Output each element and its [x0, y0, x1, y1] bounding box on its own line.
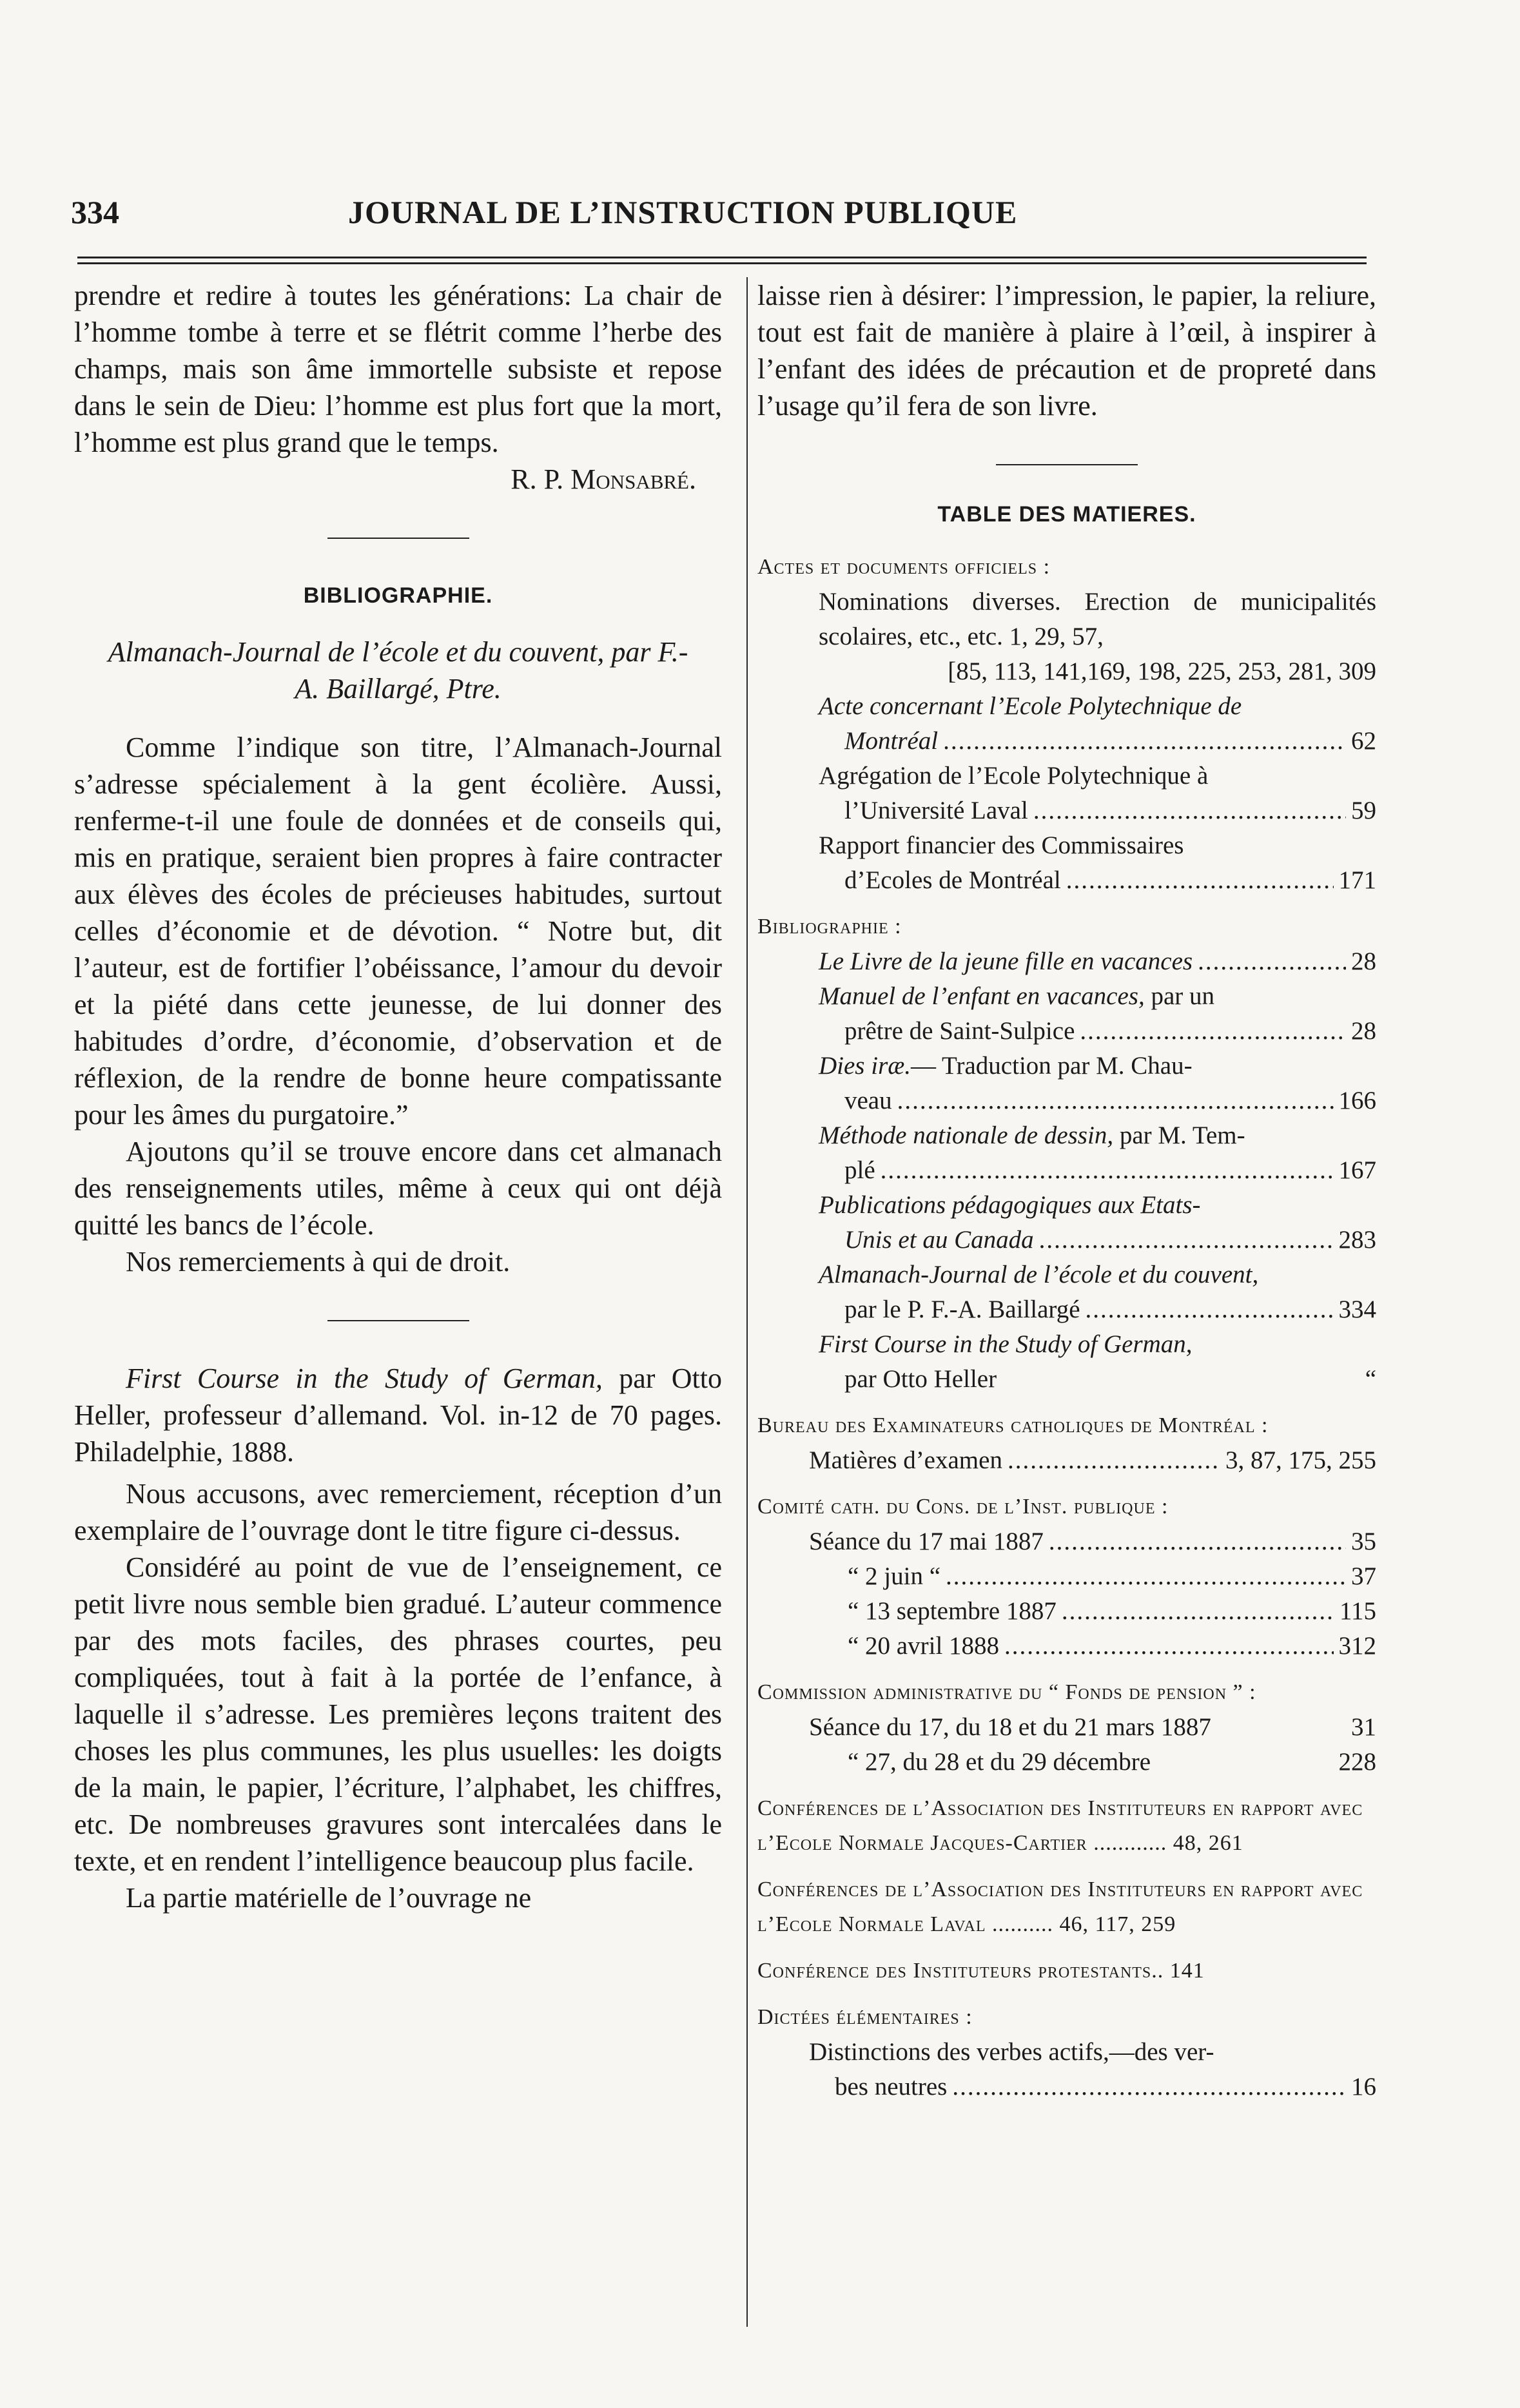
- toc-entry: [757, 1049, 1376, 1118]
- toc-page-number: 16: [1351, 2073, 1376, 2101]
- toc-page-number: 3, 87, 175, 255: [1225, 1446, 1376, 1474]
- leader-dots: [1198, 944, 1346, 979]
- left-column: [74, 277, 722, 2327]
- sermon-paragraph: prendre et redire à toutes les générations: La chair de l’homme tombe à terre et se flétrit comme l’herbe des champs, mais son âme immortelle subsiste et repose dans le sein de Dieu: l’homme est plus fort que la mort, l’homme est plus grand que le temps.: [74, 280, 722, 458]
- leader-dots: [897, 1083, 1334, 1118]
- toc-entry-text: Manuel de l’enfant en vacances,: [819, 982, 1145, 1010]
- toc-entry: [757, 1559, 1376, 1594]
- leader-dots: [1033, 793, 1346, 828]
- leader-dots: [952, 2070, 1346, 2104]
- toc-section-commission: Commission administrative du “ Fonds de pension ” :: [757, 1680, 1256, 1704]
- german-paragraph-1: Nous accusons, avec remerciement, réception d’un exemplaire de l’ouvrage dont le titre figure ci-dessus.: [74, 1478, 722, 1546]
- toc-section-comite: Comité cath. du Cons. de l’Inst. publique :: [757, 1495, 1169, 1519]
- signature: R. P. Monsabré.: [511, 463, 696, 495]
- toc-entry: [757, 1594, 1376, 1629]
- leader-dots: ..........: [992, 1912, 1054, 1936]
- german-paragraph-3: La partie matérielle de l’ouvrage ne: [126, 1882, 532, 1914]
- toc-entry-text: Dies iræ.: [819, 1052, 911, 1080]
- leader-dots: [1039, 1223, 1334, 1257]
- toc-entry-text: Nominations diverses. Erection de municipalités scolaires, etc., etc. 1, 29, 57,: [819, 588, 1376, 650]
- toc-entry: [757, 1188, 1376, 1257]
- toc-entry-text: Agrégation de l’Ecole Polytechnique à: [819, 762, 1209, 790]
- toc-page-number: 312: [1338, 1632, 1376, 1660]
- toc-entry-text: Conférence des Instituteurs protestants: [757, 1959, 1152, 1983]
- toc-page-number: 35: [1351, 1528, 1376, 1555]
- toc-entry: [757, 1629, 1376, 1664]
- toc-entry-text: Séance du 17, du 18 et du 21 mars 1887: [809, 1713, 1211, 1741]
- toc-entry-text: Unis et au Canada: [844, 1226, 1034, 1254]
- toc-section-bibliographie: Bibliographie :: [757, 915, 902, 938]
- leader-dots: [1004, 1629, 1333, 1664]
- leader-dots: [1066, 863, 1334, 898]
- leader-dots: [946, 1559, 1346, 1594]
- divider: [327, 1320, 469, 1321]
- leader-dots: [1049, 1524, 1346, 1559]
- toc-section-conferences-jc: [757, 1791, 1376, 1861]
- toc-entry-text: First Course in the Study of German,: [819, 1330, 1193, 1358]
- page-number: 334: [71, 194, 119, 230]
- divider: [327, 538, 469, 539]
- toc-entry-text: Montréal: [844, 727, 939, 755]
- toc-page-number: 171: [1338, 866, 1376, 894]
- leader-dots: [1062, 1594, 1334, 1629]
- toc-section-actes: Actes et documents officiels :: [757, 555, 1051, 579]
- toc-page-number: 115: [1339, 1597, 1376, 1625]
- toc-entry-text: “ 2 juin “: [848, 1562, 941, 1590]
- toc-page-number: 28: [1351, 1017, 1376, 1045]
- toc-page-number: 31: [1351, 1713, 1376, 1741]
- toc-page-number: 46, 117, 259: [1059, 1912, 1176, 1936]
- header-rule: [77, 257, 1367, 264]
- toc-entry-text: Conférences de l’Association des Instituteurs en rapport avec l’Ecole Normale Jacques-Cartier: [757, 1796, 1363, 1855]
- leader-dots: [1080, 1014, 1346, 1049]
- almanach-paragraph-1: Comme l’indique son titre, l’Almanach-Journal s’adresse spécialement à la gent écolière. Aussi, renferme-t-il une foule de données et de conseils qui, mis en pratique, seraient bien propres à faire contracter aux élèves des écoles de précieuses habitudes, surtout celles d’économie et de dévotion. “ Notre but, dit l’auteur, est de fortifier l’obéissance, l’amour du devoir et la piété dans cette jeunesse, de lui donner des habitudes d’ordre, d’économie, d’observation et de réflexion, de la rendre de bonne heure compatissante pour les âmes du purgatoire.”: [74, 732, 722, 1131]
- toc-page-number: 48, 261: [1173, 1831, 1243, 1855]
- journal-title: JOURNAL DE L’INSTRUCTION PUBLIQUE: [348, 194, 1018, 230]
- toc-page-number: 228: [1338, 1748, 1376, 1776]
- toc-entry-text: Almanach-Journal de l’école et du couvent,: [819, 1261, 1259, 1288]
- toc-page-number: “: [1365, 1365, 1376, 1393]
- toc-entry: [757, 1257, 1376, 1327]
- german-reference: [74, 1360, 722, 1470]
- toc-entry-text: par Otto Heller: [844, 1365, 997, 1393]
- toc-page-number: 283: [1338, 1226, 1376, 1254]
- toc-entry: [757, 828, 1376, 898]
- toc-entry-text: l’Université Laval: [844, 797, 1028, 824]
- toc-entry: [757, 1524, 1376, 1559]
- leader-dots: [1008, 1443, 1220, 1478]
- almanach-title: Almanach-Journal de l’école et du couvent, par F.-A. Baillargé, Ptre.: [108, 636, 688, 704]
- toc-entry: [757, 1443, 1376, 1478]
- toc-page-number: 37: [1351, 1562, 1376, 1590]
- toc-entry-text: Le Livre de la jeune fille en vacances: [819, 947, 1193, 975]
- toc-entry: [757, 1710, 1376, 1745]
- toc-page-number: 62: [1351, 727, 1376, 755]
- toc-entry-text: prêtre de Saint-Sulpice: [844, 1017, 1075, 1045]
- toc-section-conference-protestants: [757, 1954, 1376, 1988]
- table-of-contents: [757, 550, 1376, 2104]
- toc-entry-text: Rapport financier des Commissaires: [819, 831, 1184, 859]
- toc-entry: [757, 1745, 1376, 1780]
- toc-entry: [757, 944, 1376, 979]
- toc-heading: TABLE DES MATIERES.: [937, 502, 1196, 527]
- toc-entry-text: Séance du 17 mai 1887: [809, 1528, 1044, 1555]
- leader-dots: ..: [1151, 1959, 1170, 1983]
- toc-entry: [757, 2035, 1376, 2104]
- leader-dots: [943, 724, 1346, 759]
- toc-entry-text: veau: [844, 1087, 892, 1114]
- toc-entry-pages: [85, 113, 141,169, 198, 225, 253, 281, 309: [948, 657, 1376, 685]
- toc-entry-text: par le P. F.-A. Baillargé: [844, 1296, 1080, 1323]
- toc-entry: [757, 1327, 1376, 1397]
- section-heading-bibliographie: BIBLIOGRAPHIE.: [303, 583, 493, 608]
- toc-entry-text: Acte concernant l’Ecole Polytechnique de: [819, 692, 1242, 720]
- toc-section-conferences-laval: [757, 1872, 1376, 1942]
- almanach-paragraph-2: Ajoutons qu’il se trouve encore dans cet almanach des renseignements utiles, même à ceux qui ont déjà quitté les bancs de l’école.: [74, 1136, 722, 1241]
- toc-entry-text: Publications pédagogiques aux Etats-: [819, 1191, 1201, 1219]
- toc-entry-text: bes neutres: [835, 2073, 948, 2101]
- toc-entry-text: “ 13 septembre 1887: [848, 1597, 1057, 1625]
- toc-entry-text: par un: [1144, 982, 1215, 1010]
- toc-entry-text: plé: [844, 1156, 875, 1184]
- toc-entry-text: “ 27, du 28 et du 29 décembre: [848, 1748, 1151, 1776]
- german-details: par Otto Heller, professeur d’allemand. Vol. in-12 de 70 pages. Philadelphie, 1888.: [74, 1363, 722, 1468]
- almanach-paragraph-3: Nos remerciements à qui de droit.: [126, 1246, 511, 1277]
- toc-entry: [757, 759, 1376, 828]
- toc-entry: [757, 1118, 1376, 1188]
- toc-entry-text: Méthode nationale de dessin,: [819, 1121, 1114, 1149]
- toc-entry-text: Matières d’examen: [809, 1446, 1002, 1474]
- toc-page-number: 59: [1351, 797, 1376, 824]
- toc-page-number: 28: [1351, 947, 1376, 975]
- leader-dots: [881, 1153, 1334, 1188]
- leader-dots: [1086, 1292, 1334, 1327]
- toc-entry: [757, 979, 1376, 1049]
- toc-entry-text: d’Ecoles de Montréal: [844, 866, 1061, 894]
- toc-page-number: 141: [1169, 1959, 1205, 1983]
- toc-page-number: 334: [1338, 1296, 1376, 1323]
- leader-dots: ............: [1093, 1831, 1167, 1855]
- toc-entry-text: Conférences de l’Association des Instituteurs en rapport avec l’Ecole Normale Laval: [757, 1878, 1363, 1936]
- right-column: [741, 277, 1376, 2327]
- toc-entry: [757, 585, 1376, 689]
- running-header: [71, 193, 1370, 245]
- toc-entry-text: Distinctions des verbes actifs,—des ver-: [809, 2038, 1214, 2066]
- toc-section-bureau: Bureau des Examinateurs catholiques de Montréal :: [757, 1413, 1269, 1437]
- toc-entry-text: — Traduction par M. Chau-: [911, 1052, 1193, 1080]
- toc-entry-text: par M. Tem-: [1113, 1121, 1245, 1149]
- toc-page-number: 167: [1338, 1156, 1376, 1184]
- german-title: First Course in the Study of German,: [126, 1363, 603, 1394]
- continuation-paragraph: laisse rien à désirer: l’impression, le papier, la reliure, tout est fait de manière à plaire à l’œil, à inspirer à l’enfant des idées de précaution et de propreté dans l’usage qu’il fera de son livre.: [757, 280, 1376, 422]
- toc-page-number: 166: [1338, 1087, 1376, 1114]
- german-paragraph-2: Considéré au point de vue de l’enseignement, ce petit livre nous semble bien gradué. L’auteur commence par des mots faciles, des phrases courtes, peu compliquées, tout à fait à la portée de l’enfance, à laquelle il s’adresse. Les premières leçons traitent des choses les plus communes, les plus usuelles: les doigts de la main, le papier, l’écriture, l’alphabet, les chiffres, etc. De nombreuses gravures sont intercalées dans le texte, et en rendent l’intelligence beaucoup plus facile.: [74, 1551, 722, 1877]
- toc-entry: [757, 689, 1376, 759]
- toc-entry-text: “ 20 avril 1888: [848, 1632, 1000, 1660]
- toc-section-dictees: Dictées élémentaires :: [757, 2005, 973, 2029]
- divider: [996, 464, 1138, 465]
